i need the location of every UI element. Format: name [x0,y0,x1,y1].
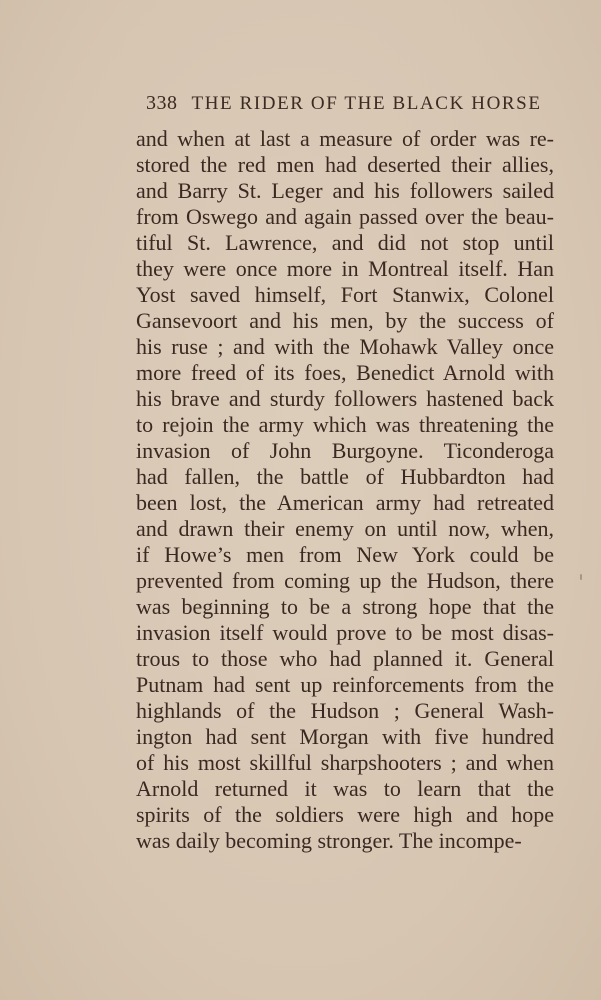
margin-mark [580,574,582,580]
text-line: Gansevoort and his men, by the success of [136,308,554,333]
text-line: invasion itself would prove to be most disas- [136,620,554,645]
text-line: and Barry St. Leger and his followers sailed [136,178,554,203]
text-line: tiful St. Lawrence, and did not stop until [136,230,554,255]
text-line: invasion of John Burgoyne. Ticonderoga [136,438,554,463]
text-line: to rejoin the army which was threatening the [136,412,554,437]
running-title: THE RIDER OF THE BLACK HORSE [191,93,542,114]
text-line: prevented from coming up the Hudson, there [136,568,554,593]
text-line: Yost saved himself, Fort Stanwix, Colonel [136,282,554,307]
text-line: was beginning to be a strong hope that the [136,594,554,619]
text-line: Arnold returned it was to learn that the [136,776,554,801]
text-line: of his most skillful sharpshooters ; and when [136,750,554,775]
text-line: had fallen, the battle of Hubbardton had [136,464,554,489]
text-line: ington had sent Morgan with five hundred [136,724,554,749]
text-line: spirits of the soldiers were high and hope [136,802,554,827]
text-line: been lost, the American army had retreated [136,490,554,515]
text-line: from Oswego and again passed over the beau- [136,204,554,229]
body-text [136,126,554,854]
text-line: if Howe’s men from New York could be [136,542,554,567]
text-line: they were once more in Montreal itself. Han [136,256,554,281]
running-head [146,92,551,118]
text-line: and when at last a measure of order was re- [136,126,554,151]
text-line: trous to those who had planned it. General [136,646,554,671]
text-line: his ruse ; and with the Mohawk Valley once [136,334,554,359]
text-line: was daily becoming stronger. The incompe- [136,828,522,853]
text-line: more freed of its foes, Benedict Arnold with [136,360,554,385]
page-number: 338 [146,92,178,114]
text-line: highlands of the Hudson ; General Wash- [136,698,554,723]
text-line: stored the red men had deserted their allies, [136,152,554,177]
text-line: his brave and sturdy followers hastened back [136,386,554,411]
text-line: and drawn their enemy on until now, when, [136,516,554,541]
text-line: Putnam had sent up reinforcements from the [136,672,554,697]
